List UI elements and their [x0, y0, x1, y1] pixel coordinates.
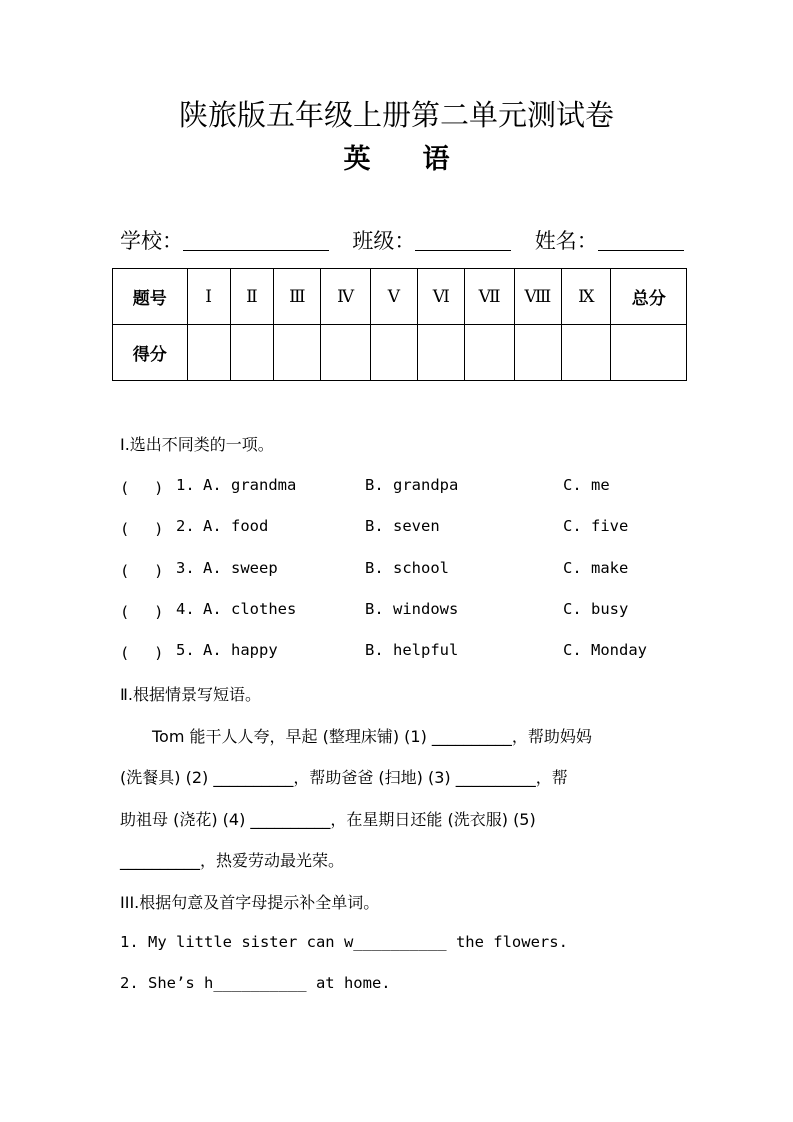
score-cell-total[interactable] — [611, 325, 687, 381]
cell-section-1: Ⅰ — [187, 269, 230, 325]
section-2-title: Ⅱ.根据情景写短语。 — [120, 685, 261, 704]
option-a: A. clothes — [203, 600, 297, 618]
option-c: C. make — [563, 559, 629, 577]
school-blank[interactable] — [183, 224, 329, 251]
question-number: 2. — [176, 517, 195, 535]
option-b: B. grandpa — [365, 476, 459, 494]
option-a: A. grandma — [203, 476, 297, 494]
option-c: C. me — [563, 476, 610, 494]
cell-section-9: Ⅸ — [562, 269, 611, 325]
class-blank[interactable] — [415, 224, 511, 251]
cell-section-4: Ⅳ — [321, 269, 370, 325]
option-b: B. helpful — [365, 641, 459, 659]
option-a: A. sweep — [203, 559, 278, 577]
fill-in-sentence: 1. My little sister can w__________ the flowers. — [120, 933, 568, 951]
subject-char-1: 英 — [343, 144, 371, 175]
cell-total-label: 总分 — [611, 269, 687, 325]
subject-char-2: 语 — [422, 144, 450, 175]
option-c: C. busy — [563, 600, 629, 618]
score-cell[interactable] — [418, 325, 465, 381]
score-cell[interactable] — [370, 325, 417, 381]
option-c: C. five — [563, 517, 629, 535]
cell-section-8: Ⅷ — [514, 269, 561, 325]
class-label: 班级： — [352, 229, 416, 253]
score-table-header-row — [113, 269, 687, 325]
section-3-title: III.根据句意及首字母提示补全单词。 — [120, 893, 380, 912]
question-number: 3. — [176, 559, 195, 577]
cell-section-5: Ⅴ — [370, 269, 417, 325]
option-a: A. happy — [203, 641, 278, 659]
answer-paren[interactable]: ( ) — [120, 479, 164, 497]
option-c: C. Monday — [563, 641, 647, 659]
question-number: 4. — [176, 600, 195, 618]
school-label: 学校： — [120, 229, 183, 253]
cell-section-3: Ⅲ — [274, 269, 321, 325]
passage-line: 助祖母 (浇花) (4) __________，在星期日还能 (洗衣服) (5) — [120, 810, 536, 829]
passage-line: Tom 能干人人夸，早起 (整理床铺) (1) __________，帮助妈妈 — [120, 727, 592, 746]
score-cell[interactable] — [562, 325, 611, 381]
cell-question-number-label: 题号 — [113, 269, 188, 325]
cell-section-7: Ⅶ — [465, 269, 514, 325]
answer-paren[interactable]: ( ) — [120, 603, 164, 621]
option-b: B. windows — [365, 600, 459, 618]
name-blank[interactable] — [598, 224, 684, 251]
score-cell[interactable] — [321, 325, 370, 381]
question-number: 1. — [176, 476, 195, 494]
subject-title — [0, 144, 793, 176]
score-table-score-row — [113, 325, 687, 381]
answer-paren[interactable]: ( ) — [120, 520, 164, 538]
score-cell[interactable] — [187, 325, 230, 381]
section-1-title: I.选出不同类的一项。 — [120, 435, 274, 454]
score-cell[interactable] — [230, 325, 273, 381]
score-cell[interactable] — [465, 325, 514, 381]
name-label: 姓名： — [534, 229, 598, 253]
cell-section-6: Ⅵ — [418, 269, 465, 325]
fill-in-sentence: 2. She’s h__________ at home. — [120, 974, 391, 992]
option-a: A. food — [203, 517, 269, 535]
student-info-line — [120, 224, 680, 260]
answer-paren[interactable]: ( ) — [120, 562, 164, 580]
passage-line: (洗餐具) (2) __________，帮助爸爸 (扫地) (3) __________，帮 — [120, 768, 568, 787]
score-cell[interactable] — [274, 325, 321, 381]
question-number: 5. — [176, 641, 195, 659]
option-b: B. seven — [365, 517, 440, 535]
cell-score-label: 得分 — [113, 325, 188, 381]
answer-paren[interactable]: ( ) — [120, 644, 164, 662]
page-title: 陕旅版五年级上册第二单元测试卷 — [178, 98, 614, 132]
cell-section-2: Ⅱ — [230, 269, 273, 325]
passage-line: __________，热爱劳动最光荣。 — [120, 851, 345, 870]
option-b: B. school — [365, 559, 449, 577]
score-table — [112, 268, 687, 381]
score-cell[interactable] — [514, 325, 561, 381]
